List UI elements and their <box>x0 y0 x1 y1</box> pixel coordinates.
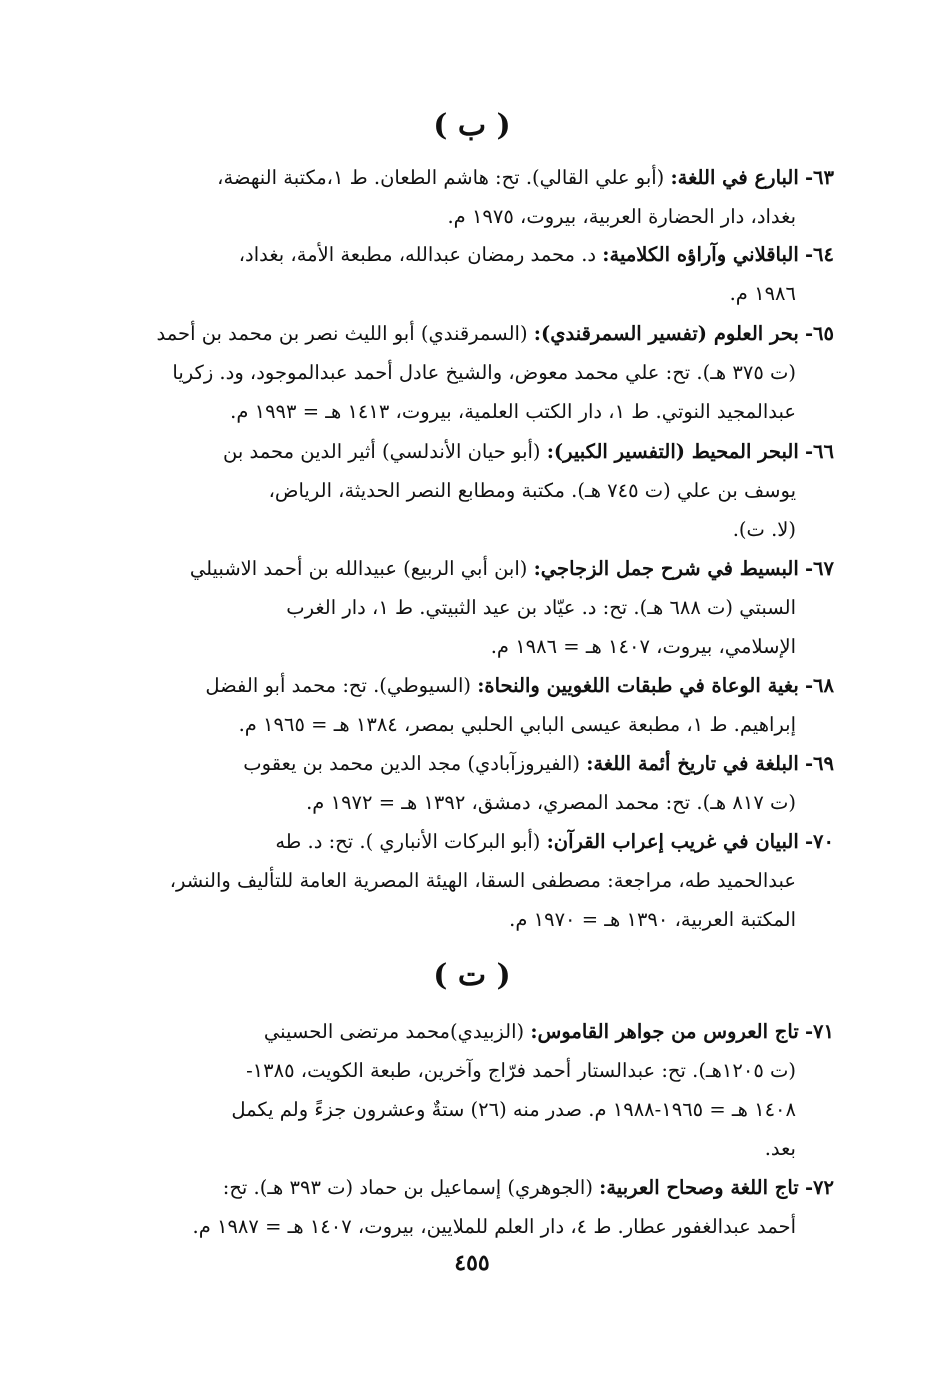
entry-title: بحر العلوم (تفسير السمرقندي): <box>533 322 799 345</box>
entry-number: ٦٨- <box>804 674 834 697</box>
entry-number: ٧٠- <box>804 830 834 853</box>
entry-title: البارع في اللغة: <box>670 166 799 189</box>
bibliography-entry-64 <box>108 235 834 313</box>
entry-continuation: بعد. <box>764 1137 796 1160</box>
entry-number: ٦٤- <box>804 243 834 266</box>
entry-text: (أبو علي القالي). تح: هاشم الطعان. ط ١،مكتبة النهضة، <box>217 166 665 189</box>
section-heading-ba: ( ب ) <box>433 108 511 143</box>
entry-number: ٧٢- <box>804 1176 834 1199</box>
bibliography-entry-72 <box>108 1168 834 1246</box>
entry-continuation: عبدالحميد طه، مراجعة: مصطفى السقا، الهيئة المصرية العامة للتأليف والنشر، <box>169 869 796 892</box>
entry-number: ٦٧- <box>804 557 834 580</box>
entry-continuation: بغداد، دار الحضارة العربية، بيروت، ١٩٧٥ م. <box>447 205 796 228</box>
section-heading-ta: ( ت ) <box>433 958 511 993</box>
bibliography-entry-71 <box>108 1012 834 1168</box>
entry-continuation: ١٩٨٦ م. <box>729 282 796 305</box>
entry-text: (ابن أبي الربيع) عبيدالله بن أحمد الاشبيلي <box>189 557 528 580</box>
entry-number: ٦٩- <box>804 752 834 775</box>
page-number: ٤٥٥ <box>454 1250 490 1276</box>
entry-continuation: (ت ١٢٠٥هـ). تح: عبدالستار أحمد فرّاج وآخرين، طبعة الكويت، ١٣٨٥- <box>246 1059 796 1082</box>
entry-continuation: إبراهيم. ط ١، مطبعة عيسى البابي الحلبي بمصر، ١٣٨٤ هـ = ١٩٦٥ م. <box>238 713 796 736</box>
bibliography-entry-66 <box>108 432 834 549</box>
entry-title: تاج اللغة وصحاح العربية: <box>599 1176 799 1199</box>
entry-text: (الزبيدي)محمد مرتضى الحسيني <box>263 1020 525 1043</box>
entry-number: ٧١- <box>804 1020 834 1043</box>
entry-continuation: أحمد عبدالغفور عطار. ط ٤، دار العلم للملايين، بيروت، ١٤٠٧ هـ = ١٩٨٧ م. <box>192 1215 796 1238</box>
entry-number: ٦٦- <box>804 440 834 463</box>
entry-continuation: السبتي (ت ٦٨٨ هـ). تح: د. عيّاد بن عيد الثبيتي. ط ١، دار الغرب <box>286 596 796 619</box>
entry-title: البلغة في تاريخ أئمة اللغة: <box>586 752 799 775</box>
entry-continuation: يوسف بن علي (ت ٧٤٥ هـ). مكتبة ومطابع النصر الحديثة، الرياض، <box>268 479 796 502</box>
bibliography-entry-67 <box>108 549 834 666</box>
entry-title: البحر المحيط (التفسير الكبير): <box>546 440 799 463</box>
bibliography-entry-70 <box>108 822 834 939</box>
entry-title: البسيط في شرح جمل الزجاجي: <box>533 557 799 580</box>
entry-continuation: (ت ٣٧٥ هـ). تح: علي محمد معوض، والشيخ عادل أحمد عبدالموجود، ود. زكريا <box>172 361 796 384</box>
entry-continuation: عبدالمجيد النوتي. ط ١، دار الكتب العلمية، بيروت، ١٤١٣ هـ = ١٩٩٣ م. <box>230 400 796 423</box>
entry-continuation: الإسلامي، بيروت، ١٤٠٧ هـ = ١٩٨٦ م. <box>490 635 796 658</box>
entry-title: البيان في غريب إعراب القرآن: <box>546 830 799 853</box>
bibliography-entry-68 <box>108 666 834 744</box>
entry-number: ٦٥- <box>804 322 834 345</box>
bibliography-entry-69 <box>108 744 834 822</box>
entry-continuation: ١٤٠٨ هـ = ١٩٦٥-١٩٨٨ م. صدر منه (٢٦) ستةٌ وعشرون جزءً ولم يكمل <box>231 1098 796 1121</box>
entry-text: د. محمد رمضان عبدالله، مطبعة الأمة، بغداد، <box>238 243 597 266</box>
entry-title: الباقلاني وآراؤه الكلامية: <box>602 243 799 266</box>
entry-text: (الفيروزآبادي) مجد الدين محمد بن يعقوب <box>243 752 580 775</box>
entry-continuation: (ت ٨١٧ هـ). تح: محمد المصري، دمشق، ١٣٩٢ هـ = ١٩٧٢ م. <box>306 791 796 814</box>
entry-title: تاج العروس من جواهر القاموس: <box>530 1020 799 1043</box>
entry-text: (أبو حيان الأندلسي) أثير الدين محمد بن <box>223 440 541 463</box>
entry-number: ٦٣- <box>804 166 834 189</box>
entry-text: (السمرقندي) أبو الليث نصر بن محمد بن أحمد <box>156 322 528 345</box>
entry-text: (الجوهري) إسماعيل بن حماد (ت ٣٩٣ هـ). تح: <box>222 1176 593 1199</box>
entry-continuation: (لا. ت). <box>732 518 796 541</box>
entry-text: (السيوطي). تح: محمد أبو الفضل <box>205 674 471 697</box>
entry-continuation: المكتبة العربية، ١٣٩٠ هـ = ١٩٧٠ م. <box>509 908 796 931</box>
entry-title: بغية الوعاة في طبقات اللغويين والنحاة: <box>477 674 799 697</box>
entry-text: (أبو البركات الأنباري ). تح: د. طه <box>275 830 541 853</box>
bibliography-entry-65 <box>108 314 834 431</box>
bibliography-entry-63 <box>108 158 834 236</box>
